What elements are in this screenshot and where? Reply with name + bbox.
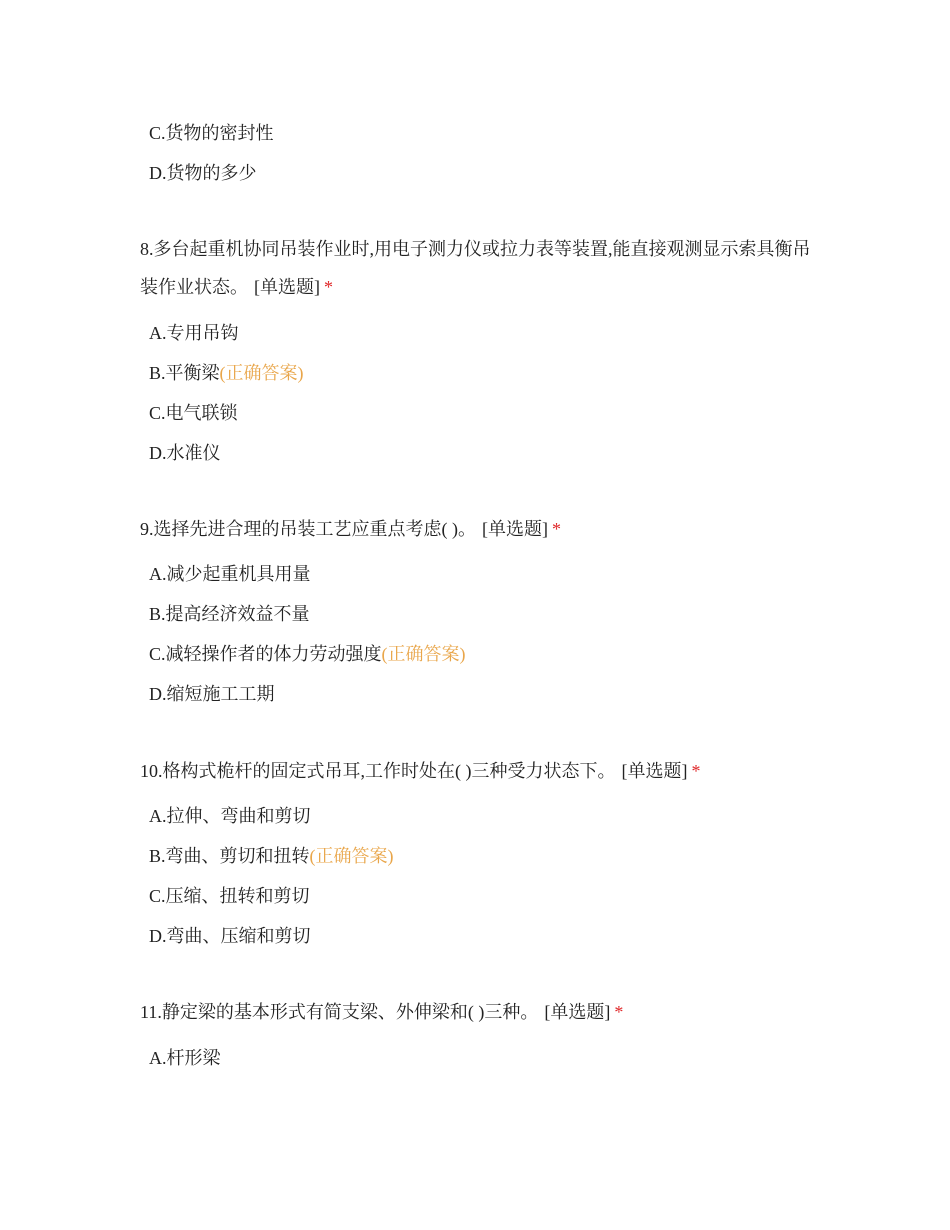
option-text: C.压缩、扭转和剪切 bbox=[149, 886, 310, 906]
option-text: A.杆形梁 bbox=[149, 1048, 221, 1068]
correct-answer-marker: (正确答案) bbox=[309, 846, 394, 866]
option-item bbox=[149, 594, 466, 634]
option-item bbox=[149, 1038, 221, 1078]
question-9-options bbox=[149, 554, 466, 714]
question-10 bbox=[140, 752, 820, 790]
question-stem: 11.静定梁的基本形式有简支梁、外伸梁和( )三种。 [单选题] * bbox=[140, 1002, 624, 1022]
option-item bbox=[149, 153, 274, 193]
required-star: * bbox=[324, 277, 333, 297]
option-text: A.减少起重机具用量 bbox=[149, 564, 311, 584]
required-star: * bbox=[552, 519, 561, 539]
option-item bbox=[149, 634, 466, 674]
option-text: C.减轻操作者的体力劳动强度 bbox=[149, 644, 382, 664]
carryover-option-list bbox=[149, 113, 274, 193]
question-type-label: [单选题] bbox=[482, 519, 548, 539]
question-10-options bbox=[149, 796, 394, 956]
option-item bbox=[149, 393, 304, 433]
option-text: C.货物的密封性 bbox=[149, 123, 274, 143]
option-item bbox=[149, 113, 274, 153]
option-text: B.平衡梁 bbox=[149, 363, 220, 383]
option-item bbox=[149, 836, 394, 876]
option-text: A.专用吊钩 bbox=[149, 323, 239, 343]
option-item bbox=[149, 313, 304, 353]
option-text: D.弯曲、压缩和剪切 bbox=[149, 926, 311, 946]
question-11 bbox=[140, 993, 820, 1031]
option-item bbox=[149, 674, 466, 714]
question-type-label: [单选题] bbox=[544, 1002, 611, 1022]
correct-answer-marker: (正确答案) bbox=[219, 363, 304, 383]
question-stem: 10.格构式桅杆的固定式吊耳,工作时处在( )三种受力状态下。 [单选题] * bbox=[140, 761, 701, 781]
question-stem: 8.多台起重机协同吊装作业时,用电子测力仪或拉力表等装置,能直接观测显示索具衡吊装作业状态。 [单选题] * bbox=[140, 239, 811, 297]
question-11-options bbox=[149, 1038, 221, 1078]
required-star: * bbox=[614, 1002, 624, 1022]
option-text: D.货物的多少 bbox=[149, 163, 257, 183]
option-text: B.弯曲、剪切和扭转 bbox=[149, 846, 310, 866]
option-item bbox=[149, 916, 394, 956]
correct-answer-marker: (正确答案) bbox=[381, 644, 466, 664]
question-stem: 9.选择先进合理的吊装工艺应重点考虑( )。 [单选题] * bbox=[140, 519, 561, 539]
option-item bbox=[149, 353, 304, 393]
option-item bbox=[149, 796, 394, 836]
option-text: C.电气联锁 bbox=[149, 403, 238, 423]
option-text: A.拉伸、弯曲和剪切 bbox=[149, 806, 311, 826]
question-type-label: [单选题] bbox=[254, 277, 320, 297]
question-type-label: [单选题] bbox=[621, 761, 688, 781]
option-item bbox=[149, 433, 304, 473]
option-text: B.提高经济效益不量 bbox=[149, 604, 310, 624]
question-9 bbox=[140, 510, 820, 548]
option-text: D.水准仪 bbox=[149, 443, 221, 463]
option-text: D.缩短施工工期 bbox=[149, 684, 275, 704]
required-star: * bbox=[691, 761, 701, 781]
question-8 bbox=[140, 230, 820, 306]
option-item bbox=[149, 554, 466, 594]
option-item bbox=[149, 876, 394, 916]
question-8-options bbox=[149, 313, 304, 473]
